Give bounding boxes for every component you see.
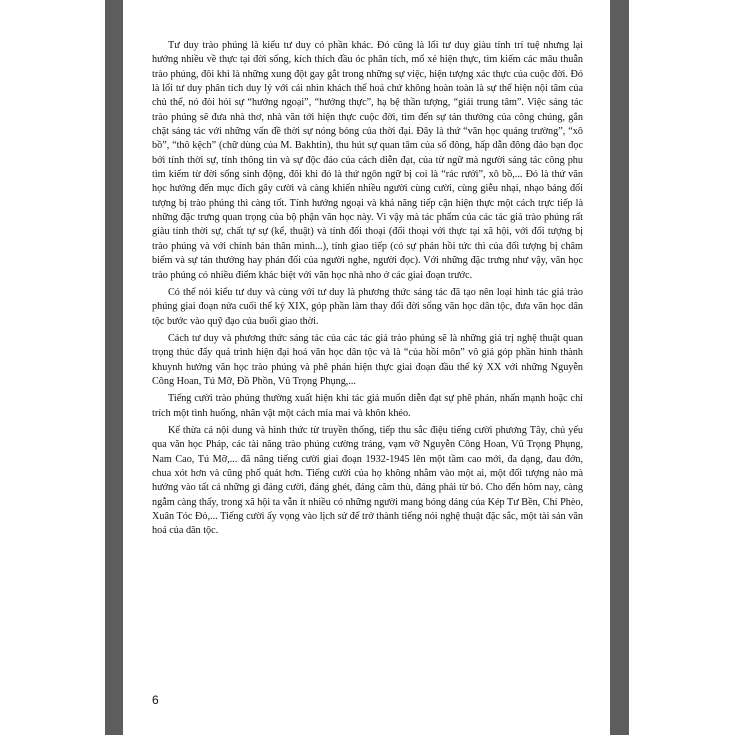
page-number: 6 <box>152 693 159 707</box>
paragraph-2: Có thể nói kiểu tư duy và cùng với tư duy là phương thức sáng tác đã tạo nên loại hình tác giả trào phúng giai đoạn nửa cuối thế kỷ XIX, góp phần làm thay đổi đời sống văn học dân tộc, đưa văn học dân tộc bước vào quỹ đạo của buổi giao thời. <box>152 286 583 327</box>
right-dark-margin <box>610 0 629 735</box>
paragraph-4: Tiếng cười trào phúng thường xuất hiện khi tác giả muốn diễn đạt sự phê phán, nhấn mạnh hoặc chỉ trích một tình huống, nhân vật một cách mỉa mai và khôn khéo. <box>152 393 583 419</box>
page-body <box>152 39 583 539</box>
left-dark-margin <box>105 0 123 735</box>
paragraph-5: Kế thừa cả nội dung và hình thức từ truyền thống, tiếp thu sắc điệu tiếng cười phương Tây, chủ yếu qua văn học Pháp, các tài năng trào phúng cường tráng, vạm vỡ Nguyễn Công Hoan, Vũ Trọng Phụng, Nam Cao, Tú Mỡ,... đã nâng tiếng cười giai đoạn 1932-1945 lên một tầm cao mới, đa dạng, đau đớn, chua xót hơn và cũng phổ quát hơn. Tiếng cười của họ không nhằm vào một ai, một đối tượng nào mà hướng vào tất cả những gì đáng cười, đáng ghét, đáng căm thù, đáng phải từ bỏ. Cho đến hôm nay, càng ngẫm càng thấy, trong xã hội ta vẫn ít nhiều có những người mang bóng dáng của Kép Tư Bền, Chí Phèo, Xuân Tóc Đỏ,... Tiếng cười ấy vọng vào lịch sử để trở thành tiếng nói nghệ thuật đặc sắc, một tài sản văn hoá của dân tộc. <box>152 424 583 537</box>
paragraph-3: Cách tư duy và phương thức sáng tác của các tác giả trào phúng sẽ là những giá trị nghệ thuật quan trọng thúc đẩy quá trình hiện đại hoá văn học dân tộc và là “của hồi môn” vô giá góp phần hình thành khuynh hướng văn học trào phúng và phê phán hiện thực giai đoạn đầu thế kỷ XX với những Nguyễn Công Hoan, Tú Mỡ, Đồ Phồn, Vũ Trọng Phụng,... <box>152 332 583 387</box>
paragraph-1: Tư duy trào phúng là kiểu tư duy có phần khác. Đó cũng là lối tư duy giàu tính trí tuệ nhưng lại hướng nhiều về thực tại đời sống, kích thích đầu óc phân tích, mổ xẻ hiện thực, tìm kiếm các mâu thuẫn trào phúng, đôi khi là những xung đột gay gắt trong những sự việc, hiện tượng xác thực của cuộc đời. Đó là lối tư duy phân tích duy lý với cái nhìn khách thể hoá chứ không hoàn toàn là sự thể hiện nội tâm của chủ thể, nó đòi hỏi sự “hướng ngoại”, “hướng thực”, hạ bệ thần tượng, “giải trung tâm”. Việc sáng tác trào phúng sẽ đưa nhà thơ, nhà văn tới hiện thực cuộc đời, tìm đến sự tán thưởng của công chúng, gắn chặt sáng tác với những vấn đề thời sự nóng bỏng của thời đại. Đây là thứ “văn học quảng trường”, “xô bồ”, “thô kệch” (chữ dùng của M. Bakhtin), thu hút sự quan tâm của số đông, hấp dẫn đông đảo bạn đọc bởi tính thời sự, tính thông tin và sự độc đáo của cách diễn đạt, của từ ngữ mà người sáng tác công phu tìm kiếm từ đời sống sinh động, đôi khi đó là thứ ngôn ngữ bị coi là “rác rưởi”, xô bồ,... Đó là thứ văn học hướng đến mục đích gây cười và càng khiến nhiều người cùng cười, cùng giễu nhại, nhạo báng đối tượng bị trào phúng thì càng tốt. Tính hướng ngoại và khả năng tiếp cận hiện thực một cách trực tiếp là những đặc trưng quan trọng của bộ phận văn học này. Vì vậy mà tác phẩm của các tác giả trào phúng rất giàu tính thời sự, chất tự sự (kể, thuật) và tính đối thoại (đối thoại với thực tại xã hội, với đối tượng bị trào phúng và với chính bản thân mình...), tính giao tiếp (có sự phản hồi tức thì của đối tượng bị châm biếm và sự tán thưởng hay phản đối của người nghe, người đọc). Với những đặc trưng như vậy, văn học trào phúng có nhiều điểm khác biệt với văn học nhà nho ở các giai đoạn trước. <box>152 40 583 281</box>
book-page <box>123 0 610 735</box>
